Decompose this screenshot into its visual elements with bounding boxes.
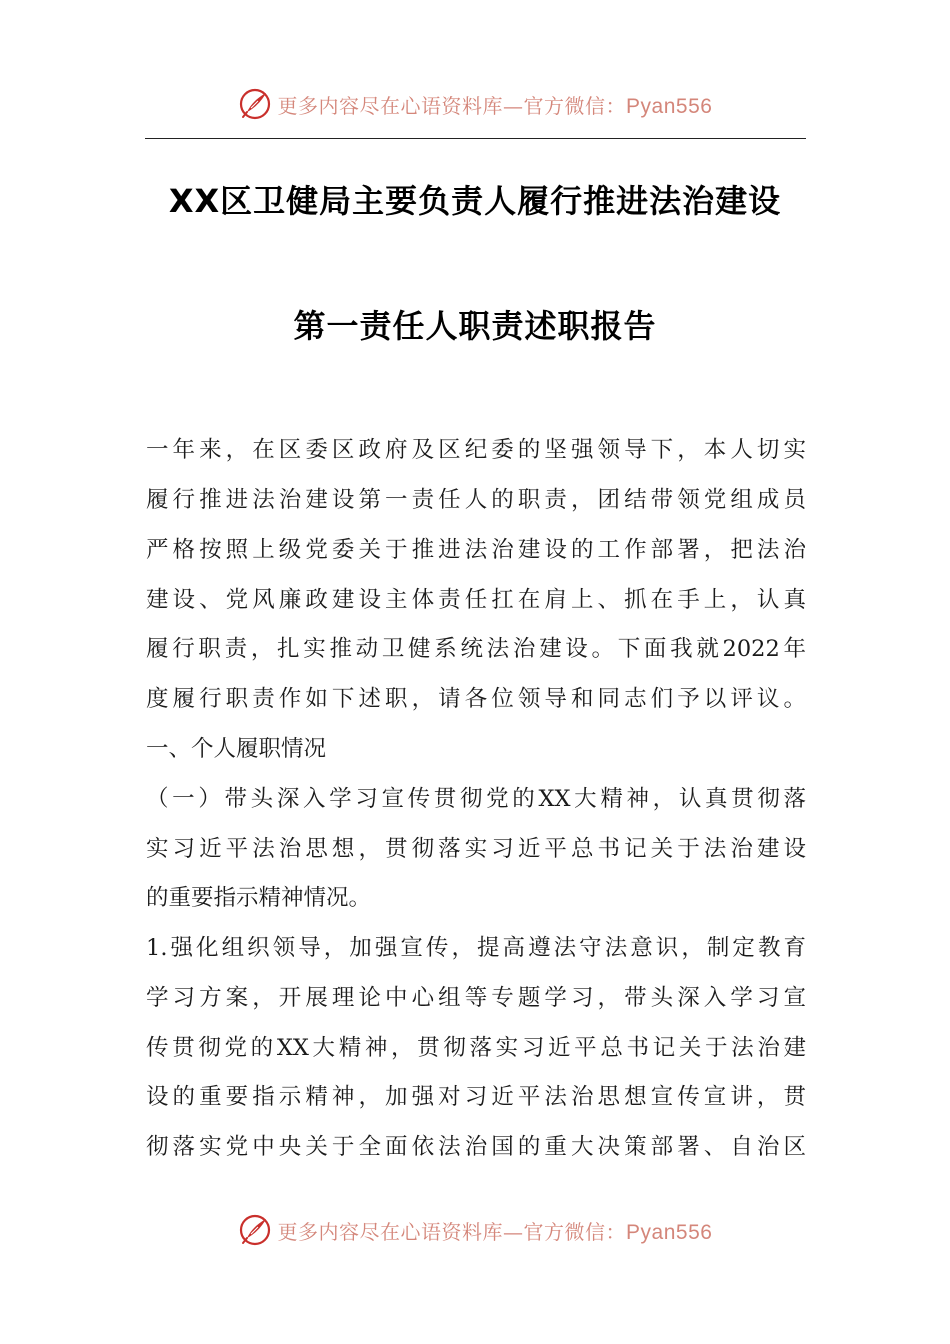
watermark-wechat-id: Pyan556 <box>626 94 713 118</box>
feather-pen-logo-icon <box>238 87 272 121</box>
watermark-text: 更多内容尽在心语资料库—官方微信：Pyan556 <box>277 93 713 118</box>
body-line: 的重要指示精神情况。 <box>146 885 372 911</box>
document-title-line-1: XX区卫健局主要负责人履行推进法治建设 <box>168 182 782 220</box>
body-line: 设的重要指示精神，加强对习近平法治思想宣传宣讲，贯 <box>146 1084 806 1110</box>
body-line: 彻落实党中央关于全面依法治国的重大决策部署、自治区 <box>146 1134 806 1160</box>
header-divider <box>145 138 806 139</box>
body-line: 1.强化组织领导，加强宣传，提高遵法守法意识，制定教育 <box>146 935 806 961</box>
body-line: 实习近平法治思想，贯彻落实习近平总书记关于法治建设 <box>146 836 806 862</box>
body-line: 履行推进法治建设第一责任人的职责，团结带领党组成员 <box>146 487 806 513</box>
body-line: 建设、党风廉政建设主体责任扛在肩上、抓在手上，认真 <box>146 587 806 613</box>
body-line: 度履行职责作如下述职，请各位领导和同志们予以评议。 <box>146 686 806 712</box>
body-line: 严格按照上级党委关于推进法治建设的工作部署，把法治 <box>146 537 806 563</box>
body-line: （一）带头深入学习宣传贯彻党的XX大精神，认真贯彻落 <box>146 786 806 812</box>
document-title-line-2: 第一责任人职责述职报告 <box>293 307 657 345</box>
watermark-wechat-id: Pyan556 <box>626 1220 713 1244</box>
watermark-text: 更多内容尽在心语资料库—官方微信：Pyan556 <box>277 1219 713 1244</box>
feather-pen-logo-icon <box>238 1213 272 1247</box>
body-line: 传贯彻党的XX大精神，贯彻落实习近平总书记关于法治建 <box>146 1035 806 1061</box>
header-watermark <box>0 82 950 126</box>
body-line: 学习方案，开展理论中心组等专题学习，带头深入学习宣 <box>146 985 806 1011</box>
footer-watermark <box>0 1208 950 1252</box>
section-heading: 一、个人履职情况 <box>146 736 327 762</box>
body-line: 一年来，在区委区政府及区纪委的坚强领导下，本人切实 <box>146 437 806 463</box>
body-line: 履行职责，扎实推动卫健系统法治建设。下面我就2022年 <box>146 636 806 662</box>
